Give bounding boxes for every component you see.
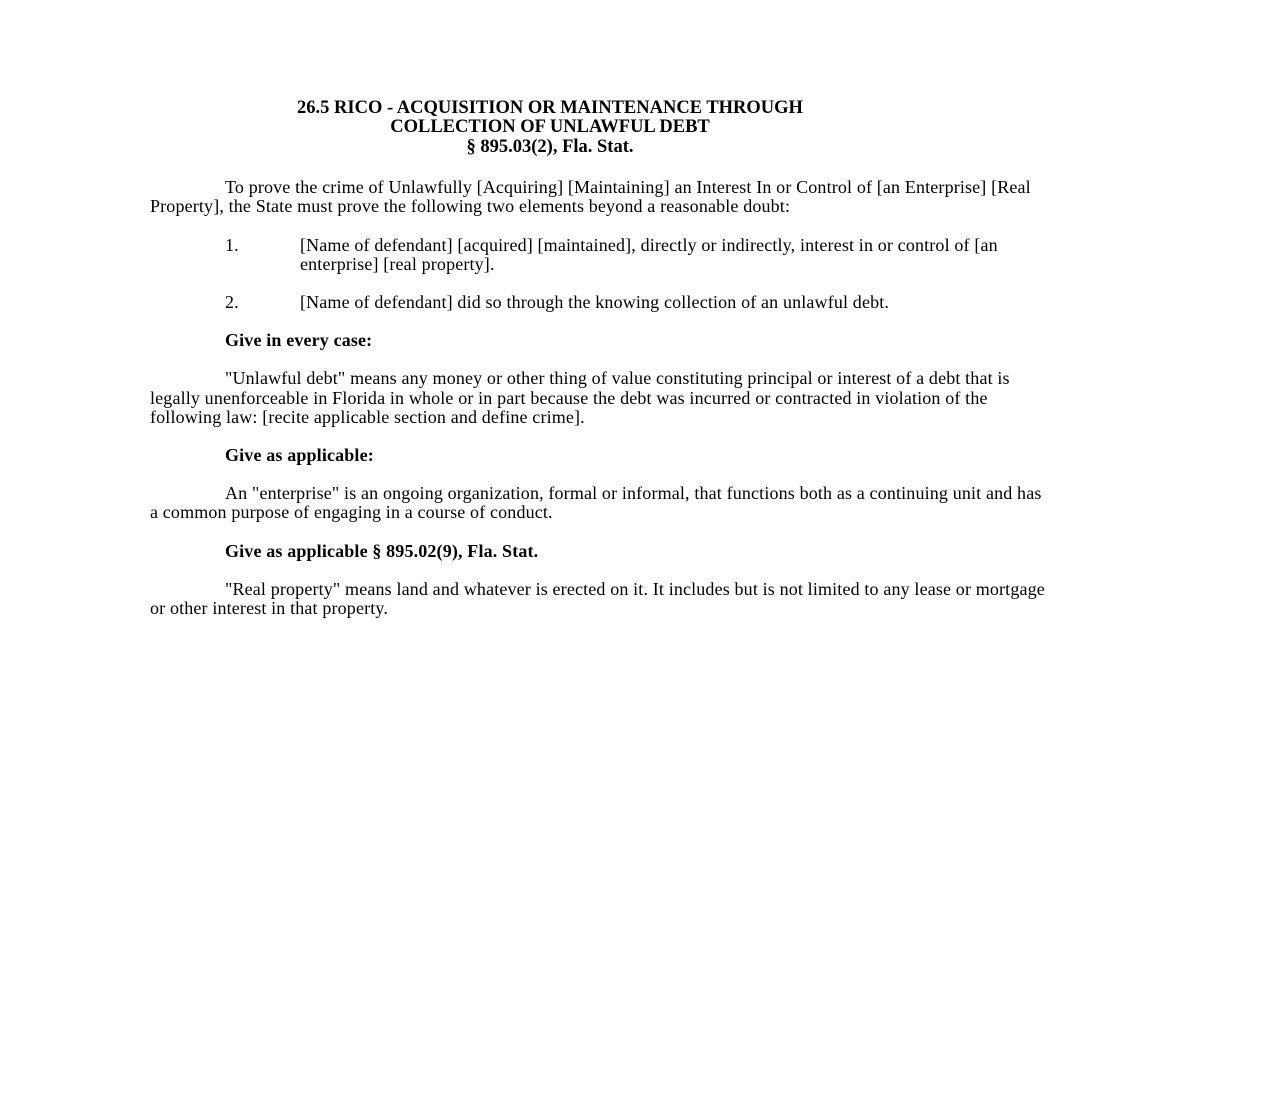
element-1-number: 1.	[225, 234, 239, 255]
heading-applicable: Give as applicable:	[225, 445, 374, 466]
heading-every-case: Give in every case:	[225, 330, 373, 351]
title-line-3: § 895.03(2), Fla. Stat.	[466, 136, 634, 157]
enterprise-definition: An "enterprise" is an ongoing organization, formal or informal, that functions both as a continuing unit and has a common purpose of engaging in a course of conduct.	[150, 483, 1042, 523]
title-line-2: COLLECTION OF UNLAWFUL DEBT	[390, 117, 710, 138]
document-page	[150, 99, 1050, 618]
element-2-number: 2.	[225, 292, 239, 313]
element-2-text: [Name of defendant] did so through the knowing collection of an unlawful debt.	[300, 292, 890, 313]
element-1	[150, 236, 1050, 274]
unlawful-debt-definition: "Unlawful debt" means any money or other thing of value constituting principal or interest of a debt that is legally unenforceable in Florida in whole or in part because the debt was incurred or contracted in violation of the following law: [recite applicable section and define crime].	[150, 368, 1010, 427]
title-line-1: 26.5 RICO - ACQUISITION OR MAINTENANCE THROUGH	[297, 98, 803, 118]
real-property-definition: "Real property" means land and whatever is erected on it. It includes but is not limited to any lease or mortgage or other interest in that property.	[150, 578, 1045, 619]
document-title	[0, 99, 1100, 157]
intro-paragraph: To prove the crime of Unlawfully [Acquiring] [Maintaining] an Interest In or Control of [an Enterprise] [Real Property], the State must prove the following two elements beyond a reasonable doubt:	[150, 177, 1031, 217]
heading-applicable-statute: Give as applicable § 895.02(9), Fla. Stat.	[225, 540, 539, 561]
element-2	[150, 293, 1050, 312]
element-1-text: [Name of defendant] [acquired] [maintained], directly or indirectly, interest in or control of [an enterprise] [real property].	[300, 234, 998, 274]
